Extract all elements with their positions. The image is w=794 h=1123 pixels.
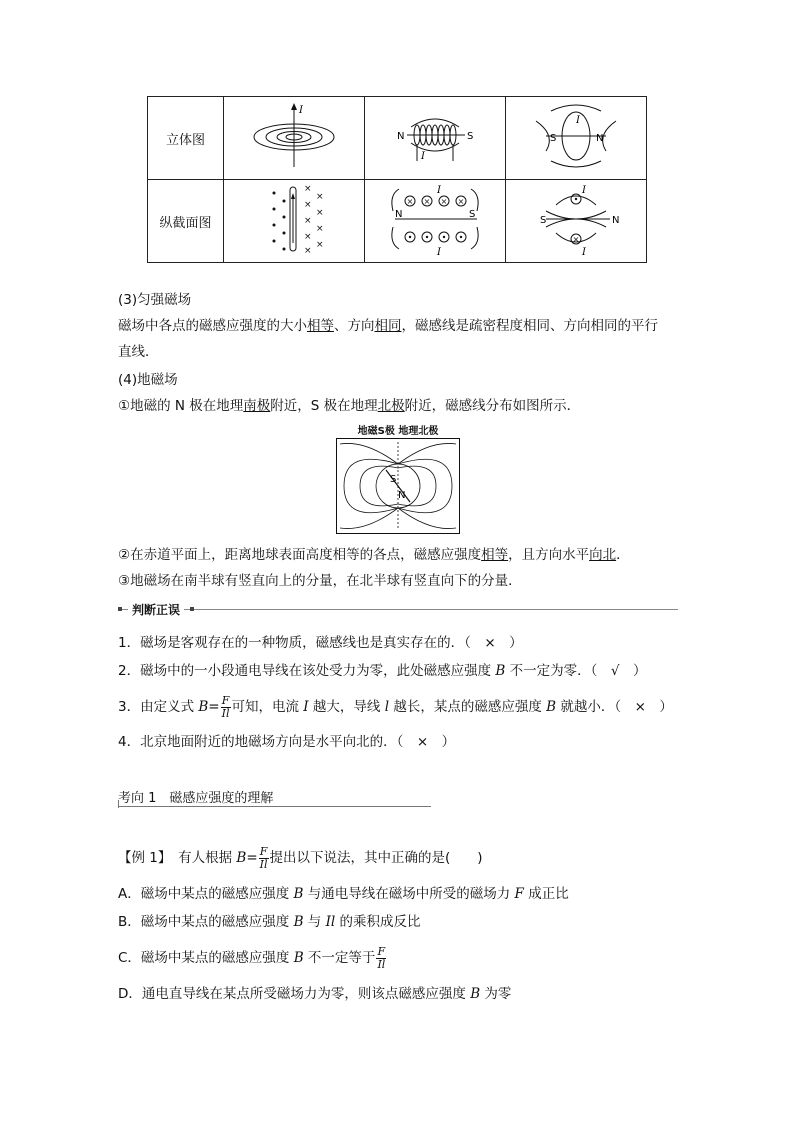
svg-text:×: × — [316, 240, 324, 250]
svg-text:N: N — [395, 209, 403, 220]
svg-text:I: I — [576, 115, 580, 126]
svg-text:N: N — [397, 131, 405, 142]
svg-text:×: × — [406, 197, 414, 206]
svg-text:×: × — [304, 200, 312, 210]
svg-text:I: I — [437, 247, 441, 257]
row-label: 纵截面图 — [148, 180, 224, 263]
section-heading: (3)匀强磁场 — [118, 292, 192, 308]
judge-title: 判断正误 — [128, 601, 184, 618]
ring-current-section-figure — [506, 180, 647, 263]
option-c: C．磁场中某点的磁感应强度 B 不一定等于 $\frac{F}{Il}$ — [118, 944, 386, 971]
svg-text:×: × — [316, 192, 324, 202]
fraction-f-over-il: $\frac{F}{Il}$ — [221, 693, 230, 720]
field-lines-figure-table — [147, 96, 647, 263]
ring-current-3d-figure — [506, 97, 647, 180]
svg-text:I: I — [299, 105, 303, 116]
judge-item: 4．北京地面附近的地磁场方向是水平向北的．（ × ） — [118, 734, 456, 750]
judge-item: 2．磁场中的一小段通电导线在该处受力为零，此处磁感应强度 B 不一定为零．（ √ ） — [118, 663, 647, 679]
paragraph-line: ①地磁的 N 极在地理南极附近，S 极在地理北极附近，磁感线分布如图所示． — [118, 398, 581, 414]
svg-text:S: S — [467, 131, 474, 142]
judge-item: 3．由定义式 B= $\frac{F}{Il}$ 可知，电流 I 越大，导线 l 越长，某点的磁感应强度 B 就越小．（ × ） — [118, 693, 673, 720]
svg-text:×: × — [304, 216, 312, 226]
example-question: 【例 1】 有人根据 B= $\frac{F}{Il}$ 提出以下说法，其中正确的是( ) — [118, 844, 483, 871]
solenoid-section-figure — [365, 180, 506, 263]
table-row — [148, 97, 647, 180]
judge-item: 1．磁场是客观存在的一种物质，磁感线也是真实存在的．（ × ） — [118, 635, 523, 651]
svg-text:N: N — [596, 133, 604, 144]
fraction-f-over-il: $\frac{F}{Il}$ — [259, 844, 268, 871]
section-heading: (4)地磁场 — [118, 372, 178, 388]
earth-magnetic-field-figure — [336, 422, 460, 534]
straight-wire-3d-figure — [224, 97, 365, 180]
paragraph-line: 直线． — [118, 344, 159, 360]
svg-text:×: × — [440, 197, 448, 206]
row-label: 立体图 — [148, 97, 224, 180]
svg-text:N: N — [612, 215, 620, 226]
svg-text:I: I — [421, 151, 425, 162]
svg-text:×: × — [304, 246, 312, 256]
svg-text:I: I — [582, 185, 586, 196]
svg-text:×: × — [572, 235, 580, 244]
svg-text:×: × — [316, 208, 324, 218]
paragraph-line: ③地磁场在南半球有竖直向上的分量，在北半球有竖直向下的分量． — [118, 573, 522, 589]
figure-caption: 地磁S极 地理北极 — [357, 426, 439, 437]
svg-text:S: S — [390, 474, 397, 485]
table-row — [148, 180, 647, 263]
svg-text:S: S — [540, 215, 547, 226]
option-a: A．磁场中某点的磁感应强度 B 与通电导线在磁场中所受的磁场力 F 成正比 — [118, 886, 569, 902]
judge-section-header — [118, 602, 678, 616]
paragraph-line: 磁场中各点的磁感应强度的大小相等、方向相同，磁感线是疏密程度相同、方向相同的平行 — [118, 318, 658, 334]
straight-wire-section-figure — [224, 180, 365, 263]
fraction-f-over-il: $\frac{F}{Il}$ — [377, 944, 386, 971]
svg-text:N: N — [398, 490, 406, 501]
svg-text:×: × — [304, 184, 312, 194]
option-d: D．通电直导线在某点所受磁场力为零，则该点磁感应强度 B 为零 — [118, 986, 512, 1002]
svg-text:S: S — [469, 209, 476, 220]
option-b: B．磁场中某点的磁感应强度 B 与 Il 的乘积成反比 — [118, 914, 421, 930]
topic-title: 考向 1 磁感应强度的理解 — [118, 791, 274, 806]
svg-text:I: I — [437, 185, 441, 196]
svg-text:I: I — [582, 247, 586, 257]
svg-text:×: × — [304, 232, 312, 242]
solenoid-3d-figure — [365, 97, 506, 180]
svg-text:×: × — [316, 224, 324, 234]
svg-text:S: S — [550, 133, 557, 144]
svg-text:×: × — [457, 197, 465, 206]
paragraph-line: ②在赤道平面上，距离地球表面高度相等的各点，磁感应强度相等，且方向水平向北． — [118, 547, 630, 563]
svg-text:×: × — [423, 197, 431, 206]
topic-header — [118, 786, 431, 808]
